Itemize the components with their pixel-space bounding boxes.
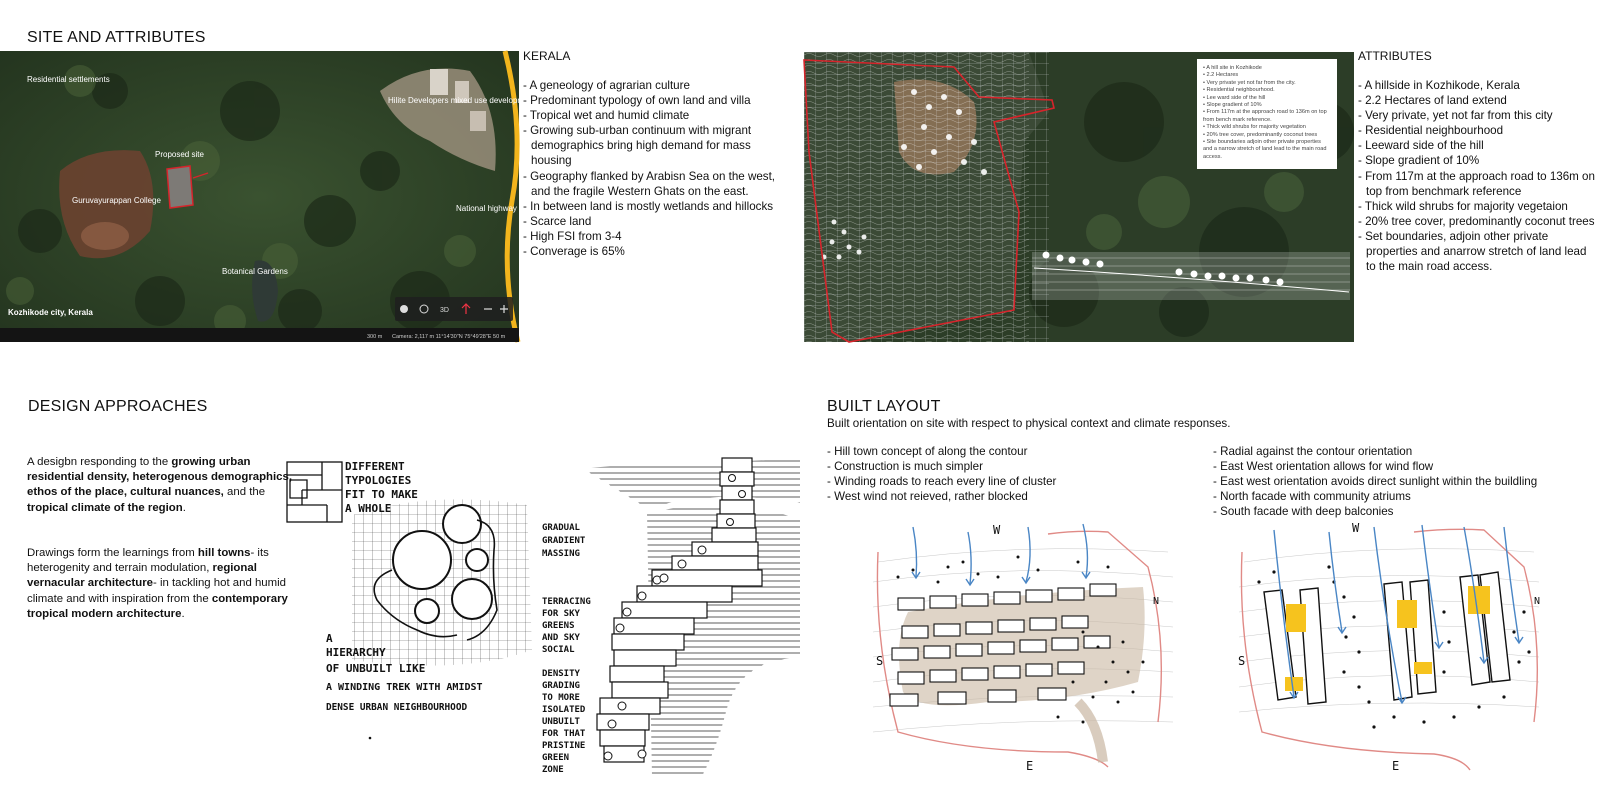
- map-3d-toggle[interactable]: 3D: [440, 307, 449, 314]
- list-item: - Converage is 65%: [523, 244, 793, 259]
- list-item: - North facade with community atriums: [1213, 489, 1593, 504]
- list-item: • Site boundaries adjoin other private properties and a narrow stretch of land lead to the main road access.: [1203, 139, 1331, 161]
- compass-east: E: [1026, 759, 1034, 773]
- sketch-note-line: ISOLATED: [542, 705, 586, 715]
- list-item: • A hill site in Kozhikode: [1203, 65, 1331, 72]
- list-item: • Residential neighbourhood.: [1203, 87, 1331, 94]
- map-label-gardens: Botanical Gardens: [222, 267, 288, 276]
- sketch-note-line: DIFFERENT: [345, 460, 405, 473]
- list-item: • Slope gradient of 10%: [1203, 102, 1331, 109]
- kerala-block: [523, 49, 793, 259]
- text-run: - in tackling hot and humid climate and with inspiration from the: [27, 577, 286, 605]
- sketch-note-line: DENSITY: [542, 669, 580, 679]
- sketch-note-line: TO MORE: [542, 693, 580, 703]
- text-run-bold: hill towns: [197, 547, 251, 559]
- text-run: Drawings form the learnings from: [27, 547, 198, 559]
- built-section-title: BUILT LAYOUT: [827, 398, 941, 415]
- design-section-title: DESIGN APPROACHES: [28, 398, 208, 415]
- kerala-heading: KERALA: [523, 49, 571, 63]
- sketch-note-line: HIERARCHY: [326, 646, 386, 659]
- map-label-highway: National highway: [456, 204, 517, 213]
- list-item: - Set boundaries, adjoin other private properties and anarrow stretch of land lead to the main road access.: [1358, 229, 1598, 274]
- list-item: - A geneology of agrarian culture: [523, 78, 793, 93]
- map-scale: 300 m: [367, 334, 383, 340]
- list-item: - Predominant typology of own land and villa: [523, 93, 793, 108]
- site-section-title: SITE AND ATTRIBUTES: [27, 29, 206, 46]
- list-item: • Thick wild shrubs for majority vegetation: [1203, 124, 1331, 131]
- built-subtitle: Built orientation on site with respect to physical context and climate responses.: [827, 417, 1231, 430]
- sketch-note-line: UNBUILT: [542, 717, 580, 727]
- sketch-note-line: TYPOLOGIES: [345, 474, 412, 487]
- map-controls[interactable]: [395, 297, 513, 321]
- built-right-list: [1213, 444, 1593, 519]
- sketch-note-line: OF UNBUILT LIKE: [326, 662, 426, 675]
- map-label-proposed: Proposed site: [155, 150, 204, 159]
- massing-sketch: [542, 458, 802, 778]
- built-left-list: [827, 444, 1187, 504]
- sketch-note-line: FIT TO MAKE: [345, 488, 418, 501]
- list-item: - Slope gradient of 10%: [1358, 153, 1598, 168]
- list-item: - Construction is much simpler: [827, 459, 1187, 474]
- sketch-note-line: DENSE URBAN NEIGHBOURHOOD: [326, 702, 468, 713]
- map-label-college: Guruvayurappan College: [72, 196, 161, 205]
- sketch-note-line: A WINDING TREK WITH AMIDST: [326, 682, 483, 693]
- list-item: - Geography flanked by Arabisn Sea on the west, and the fragile Western Ghats on the east.: [523, 169, 793, 199]
- list-item: - Thick wild shrubs for majority vegetaion: [1358, 199, 1598, 214]
- map-camera-readout: Camera: 2,117 m 11°14'30"N 75°49'28"E 50 m: [392, 334, 506, 340]
- radial-layout-plan: [1234, 522, 1554, 772]
- sketch-note-line: A: [326, 632, 333, 645]
- sketch-note-line: FOR THAT: [542, 729, 586, 739]
- pegman-icon[interactable]: [400, 305, 408, 313]
- site-notes-card: [1197, 59, 1337, 169]
- list-item: - 20% tree cover, predominantly coconut trees: [1358, 214, 1598, 229]
- list-item: - Hill town concept of along the contour: [827, 444, 1187, 459]
- sketch-note-line: GRADING: [542, 681, 580, 691]
- list-item: • Very private yet not far from the city.: [1203, 80, 1331, 87]
- sketch-note-line: GRADUAL: [542, 523, 580, 533]
- sketch-note-line: TERRACING: [542, 597, 591, 607]
- list-item: - Very private, yet not far from this city: [1358, 108, 1598, 123]
- map-label-city: Kozhikode city, Kerala: [8, 308, 93, 317]
- sketch-note-line: AND SKY: [542, 633, 580, 643]
- list-item: - 2.2 Hectares of land extend: [1358, 93, 1598, 108]
- map-label-residential: Residential settlements: [27, 75, 110, 84]
- sketch-note-line: FOR SKY: [542, 609, 580, 619]
- list-item: - South facade with deep balconies: [1213, 504, 1593, 519]
- list-item: - Scarce land: [523, 214, 793, 229]
- list-item: • 20% tree cover, predominantly coconut trees: [1203, 132, 1331, 139]
- list-item: - East west orientation avoids direct sunlight within the buildling: [1213, 474, 1593, 489]
- typology-sketch: [282, 460, 552, 750]
- map-label-hilite: Hilite Developers mixed use development: [388, 96, 536, 105]
- design-paragraph-1: [27, 455, 292, 516]
- list-item: - A hillside in Kozhikode, Kerala: [1358, 78, 1598, 93]
- compass-west: W: [993, 523, 1001, 537]
- list-item: - From 117m at the approach road to 136m on top from benchmark reference: [1358, 169, 1598, 199]
- list-item: - Leeward side of the hill: [1358, 138, 1598, 153]
- sketch-note-line: GRADIENT: [542, 536, 586, 546]
- list-item: - Tropical wet and humid climate: [523, 108, 793, 123]
- attributes-heading: ATTRIBUTES: [1358, 49, 1432, 63]
- sketch-note-line: ZONE: [542, 765, 564, 775]
- compass-south: S: [1238, 654, 1246, 668]
- text-run: and the: [223, 486, 266, 499]
- list-item: - West wind not reieved, rather blocked: [827, 489, 1187, 504]
- sketch-note-line: GREEN: [542, 753, 570, 763]
- list-item: • Lee ward side of the hill: [1203, 95, 1331, 102]
- sketch-note-line: MASSING: [542, 549, 580, 559]
- list-item: • From 117m at the approach road to 136m on top from bench mark reference.: [1203, 109, 1331, 124]
- list-item: - High FSI from 3-4: [523, 229, 793, 244]
- compass-south: S: [876, 654, 884, 668]
- list-item: • 2.2 Hectares: [1203, 72, 1331, 79]
- text-run: .: [182, 501, 186, 514]
- list-item: - Growing sub-urban continuum with migrant demographics bring high demand for mass housing: [523, 123, 793, 168]
- text-run-bold: tropical climate of the region: [27, 501, 183, 514]
- attributes-list: [1358, 78, 1598, 274]
- list-item: - In between land is mostly wetlands and hillocks: [523, 199, 793, 214]
- text-run: - its heterogenity and terrain modulation,: [27, 547, 269, 575]
- list-item: - Residential neighbourhood: [1358, 123, 1598, 138]
- text-run: A desigbn responding to the: [27, 456, 172, 468]
- contour-layout-plan: [868, 522, 1180, 772]
- compass-north: N: [1153, 596, 1160, 607]
- text-run-bold: regional vernacular architecture: [27, 562, 257, 590]
- site-survey-map: [804, 52, 1354, 342]
- design-paragraph-2: [27, 546, 292, 622]
- compass-east: E: [1392, 759, 1400, 773]
- kerala-list: [523, 78, 793, 259]
- list-item: - Radial against the contour orientation: [1213, 444, 1593, 459]
- text-run-bold: contemporary tropical modern architecture: [27, 592, 288, 620]
- list-item: - East West orientation allows for wind flow: [1213, 459, 1593, 474]
- text-run: .: [181, 607, 185, 620]
- compass-west: W: [1352, 521, 1360, 535]
- compass-north: N: [1534, 596, 1541, 607]
- text-run-bold: growing urban residential density, heterogenous demographics, ethos of the place, cultural nuances,: [27, 456, 292, 499]
- attributes-block: [1358, 49, 1598, 274]
- site-satellite-map: [0, 51, 536, 342]
- sketch-note-line: GREENS: [542, 621, 575, 631]
- sketch-note-line: SOCIAL: [542, 645, 575, 655]
- sketch-note-line: A WHOLE: [345, 502, 392, 515]
- list-item: - Winding roads to reach every line of cluster: [827, 474, 1187, 489]
- sketch-note-line: PRISTINE: [542, 741, 586, 751]
